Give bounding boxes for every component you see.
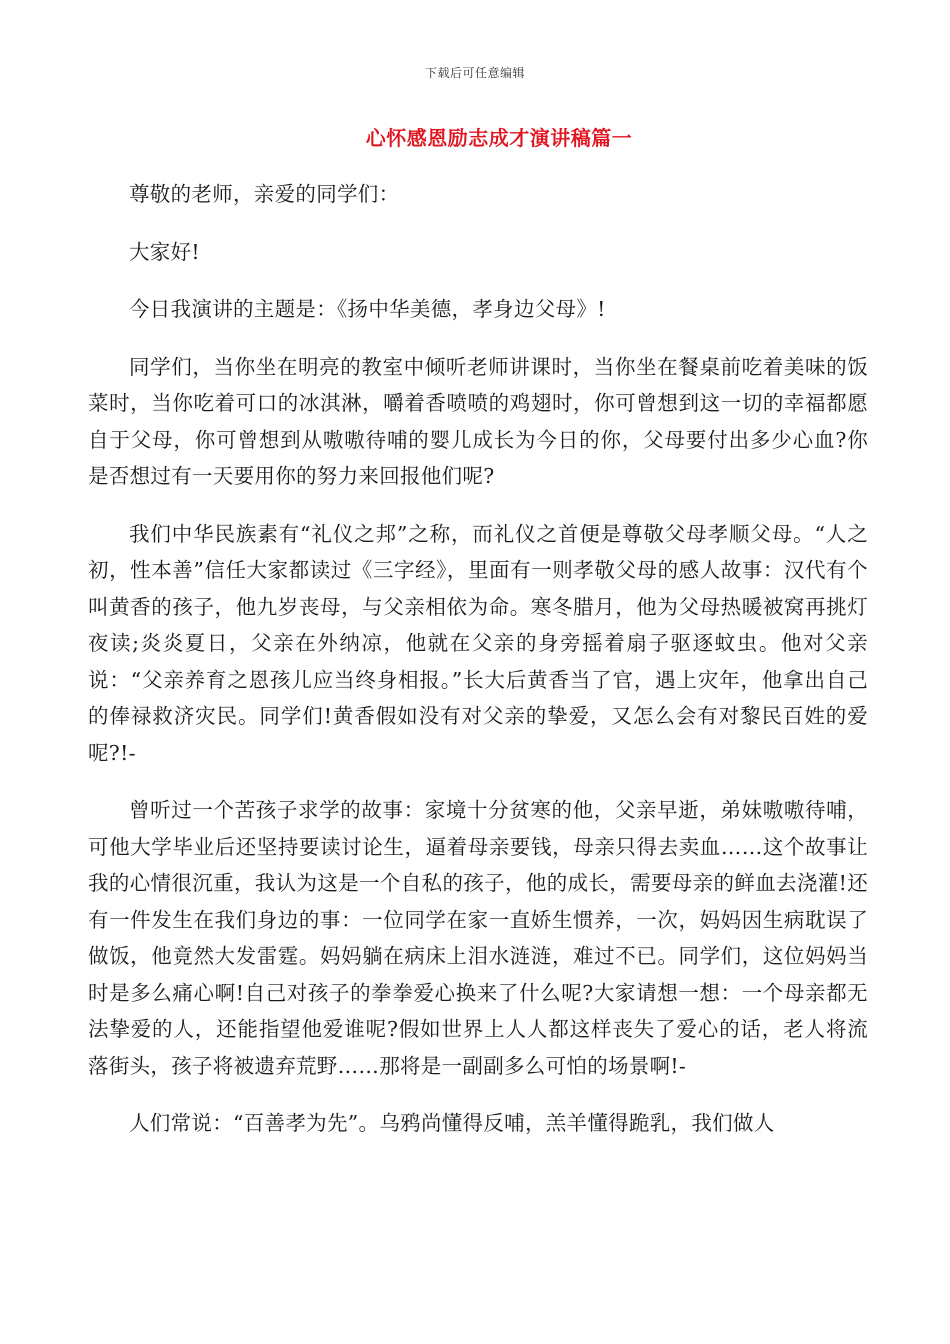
- paragraph-greeting: 大家好!: [129, 239, 200, 264]
- header-note: 下载后可任意编辑: [424, 66, 525, 80]
- paragraph-body: 我们中华民族素有“礼仪之邦”之称，而礼仪之首便是尊敬父母孝顺父母。“人之初，性本善”信任大家都读过《三字经》，里面有一则孝敬父母的感人故事：汉代有个叫黄香的孩子，他九岁丧母，与父亲相依为命。寒冬腊月，他为父母热暖被窝再挑灯夜读;炎炎夏日，父亲在外纳凉，他就在父亲的身旁摇着扇子驱逐蚊虫。他对父亲说：“父亲养育之恩孩儿应当终身相报。”长大后黄香当了官，遇上灾年，他拿出自己的俸禄救济灾民。同学们!黄香假如没有对父亲的挚爱，又怎么会有对黎民百姓的爱呢?!-: [88, 521, 868, 765]
- paragraph-body: 人们常说：“百善孝为先”。乌鸦尚懂得反哺，羔羊懂得跪乳，我们做人: [129, 1111, 775, 1135]
- paragraph-salutation: 尊敬的老师，亲爱的同学们：: [129, 182, 400, 206]
- paragraph-body: 曾听过一个苦孩子求学的故事：家境十分贫寒的他，父亲早逝，弟妹嗷嗷待哺，可他大学毕业后还坚持要读讨论生，逼着母亲要钱，母亲只得去卖血……这个故事让我的心情很沉重，我认为这是一个自私的孩子，他的成长，需要母亲的鲜血去浇灌!还有一件发生在我们身边的事：一位同学在家一直娇生惯养，一次，妈妈因生病耽误了做饭，他竟然大发雷霆。妈妈躺在病床上泪水涟涟，难过不已。同学们，这位妈妈当时是多么痛心啊!自己对孩子的拳拳爱心换来了什么呢?大家请想一想：一个母亲都无法挚爱的人，还能指望他爱谁呢?假如世界上人人都这样丧失了爱心的话，老人将流落街头，孩子将被遗弃荒野……那将是一副副多么可怕的场景啊!-: [88, 798, 868, 1078]
- document-body: [88, 176, 868, 1163]
- paragraph-topic: 今日我演讲的主题是：《扬中华美德，孝身边父母》!: [129, 297, 606, 321]
- paragraph-body: 同学们，当你坐在明亮的教室中倾听老师讲课时，当你坐在餐桌前吃着美味的饭菜时，当你吃着可口的冰淇淋，嚼着香喷喷的鸡翅时，你可曾想到这一切的幸福都愿自于父母，你可曾想到从嗷嗷待哺的婴儿成长为今日的你，父母要付出多少心血?你是否想过有一天要用你的努力来回报他们呢?: [88, 354, 868, 488]
- document-title: 心怀感恩励志成才演讲稿篇一: [365, 126, 633, 150]
